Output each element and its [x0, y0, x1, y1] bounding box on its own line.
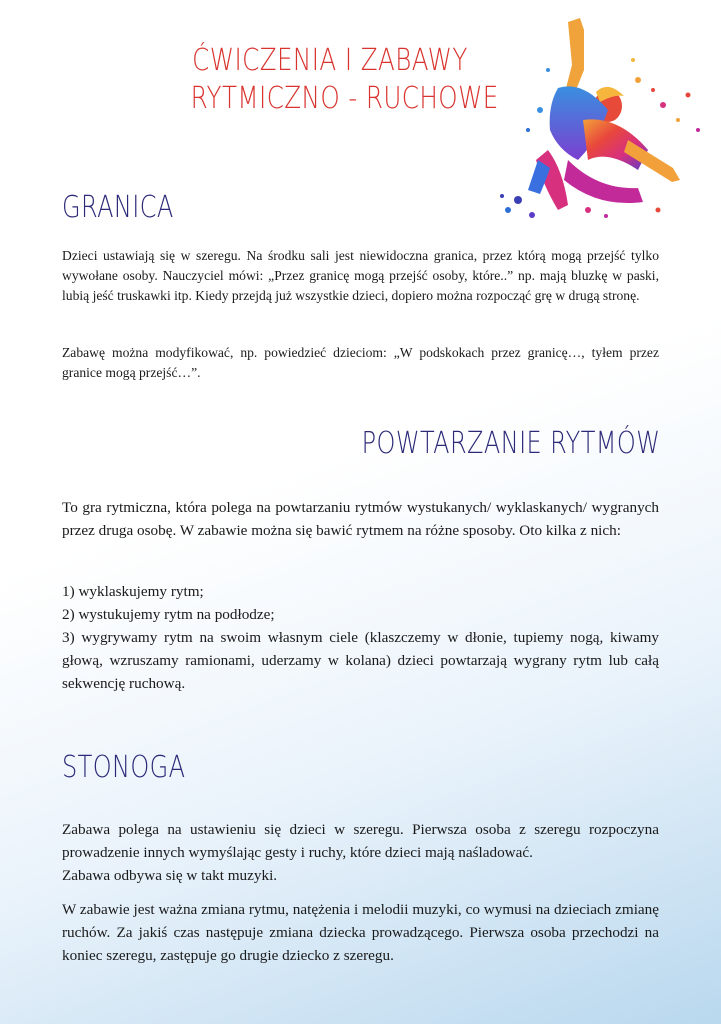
rhythm-list	[62, 580, 659, 695]
granica-paragraph-1: Dzieci ustawiają się w szeregu. Na środku sali jest niewidoczna granica, przez którą mogą przejść tylko wywołane osoby. Nauczyciel mówi: „Przez granicę mogą przejść osoby, które..” np. mają bluzkę w paski, lubią jeść truskawki itp. Kiedy przejdą już wszystkie dzieci, dopiero można rozpocząć grę w drugą stronę.	[62, 248, 659, 303]
section-heading-stonoga: STONOGA	[62, 750, 186, 785]
powtarzanie-intro-paragraph: To gra rytmiczna, która polega na powtarzaniu rytmów wystukanych/ wyklaskanych/ wygranych przez druga osobę. W zabawie można się bawić rytmem na różne sposoby. Oto kilka z nich:	[62, 499, 659, 539]
page-title	[190, 42, 499, 118]
stonoga-paragraph-2: W zabawie jest ważna zmiana rytmu, natężenia i melodii muzyki, co wymusi na dzieciach zmianę ruchów. Za jakiś czas następuje zmiana dziecka prowadzącego. Pierwsza osoba przechodzi na koniec szeregu, zastępuje go drugie dziecko z szeregu.	[62, 901, 659, 964]
dancer-splash-illustration	[488, 10, 713, 225]
section-heading-granica: GRANICA	[62, 190, 174, 225]
list-item: 1) wyklaskujemy rytm;	[62, 583, 204, 600]
section-heading-powtarzanie-rytmow: POWTARZANIE RYTMÓW	[361, 426, 660, 461]
page-title-line-1: ĆWICZENIA I ZABAWY	[192, 43, 468, 78]
stonoga-paragraph-1	[62, 818, 659, 887]
list-item: 3) wygrywamy rytm na swoim własnym ciele (klaszczemy w dłonie, tupiemy nogą, kiwamy głową, wzruszamy ramionami, uderzamy w kolana) dzieci powtarzają wygrany rytm lub całą sekwencję ruchową.	[62, 629, 659, 692]
granica-paragraph-2: Zabawę można modyfikować, np. powiedzieć dzieciom: „W podskokach przez granicę…, tyłem przez granice mogą przejść…”.	[62, 345, 659, 380]
list-item: 2) wystukujemy rytm na podłodze;	[62, 606, 275, 623]
page-title-line-2: RYTMICZNO - RUCHOWE	[190, 81, 499, 116]
stonoga-paragraph-1-note: Zabawa odbywa się w takt muzyki.	[62, 867, 278, 884]
stonoga-paragraph-1-text: Zabawa polega na ustawieniu się dzieci w szeregu. Pierwsza osoba z szeregu rozpoczyna prowadzenie innych wymyślając gesty i ruchy, które dzieci mają naśladować.	[62, 821, 659, 861]
